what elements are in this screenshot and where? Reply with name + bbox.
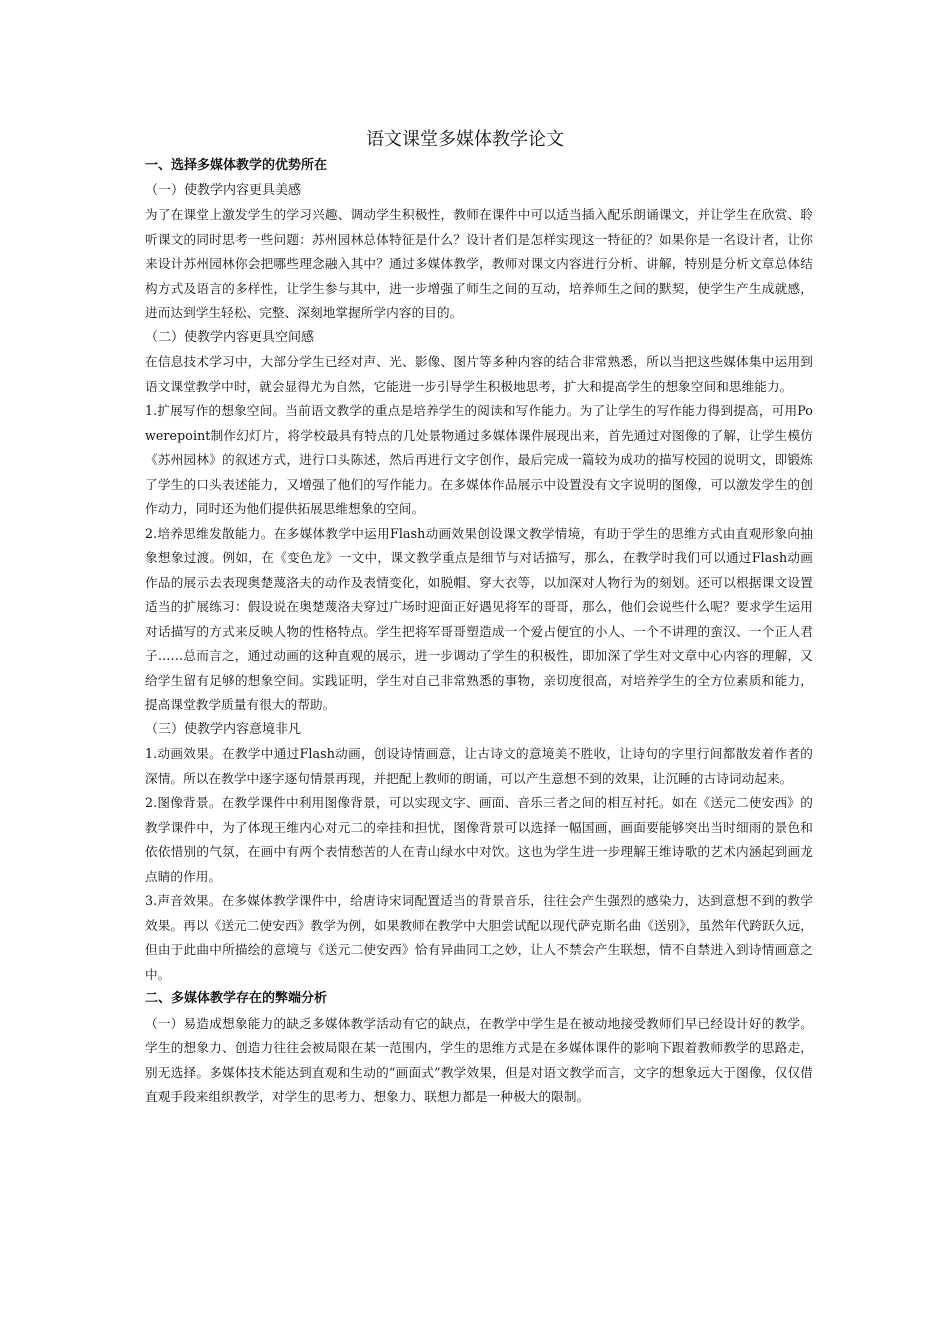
paragraph: 3.声音效果。在多媒体教学课件中，给唐诗宋词配置适当的背景音乐，往往会产生强烈的感染力，达到意想不到的教学效果。再以《送元二使安西》教学为例，如果教师在教学中大胆尝试配以现代萨克斯名曲《送别》，虽然年代跨跃久远，但由于此曲中所描绘的意境与《送元二使安西》恰有异曲同工之妙，让人不禁会产生联想，情不自禁进入到诗情画意之中。	[145, 893, 813, 982]
subsection-3-heading: （三）使教学内容意境非凡	[145, 721, 302, 737]
subsection-1-heading: （一）使教学内容更具美感	[145, 182, 302, 198]
paragraph: 1.动画效果。在教学中通过Flash动画，创设诗情画意，让古诗文的意境美不胜收，让诗句的字里行间都散发着作者的深情。所以在教学中逐字逐句情景再现，并把配上教师的朗诵，可以产生意想不到的效果，让沉睡的古诗词动起来。	[145, 746, 813, 786]
paragraph: 1.扩展写作的想象空间。当前语文教学的重点是培养学生的阅读和写作能力。为了让学生的写作能力得到提高，可用Powerepoint制作幻灯片，将学校最具有特点的几处景物通过多媒体课件展现出来，首先通过对图像的了解，让学生模仿《苏州园林》的叙述方式，进行口头陈述，然后再进行文字创作，最后完成一篇较为成功的描写校园的说明文，即锻炼了学生的口头表述能力，又增强了他们的写作能力。在多媒体作品展示中设置没有文字说明的图像，可以激发学生的创作动力，同时还为他们提供拓展思维想象的空间。	[145, 403, 813, 516]
section-2-heading: 二、多媒体教学存在的弊端分析	[145, 991, 328, 1006]
paragraph: 在信息技术学习中，大部分学生已经对声、光、影像、图片等多种内容的结合非常熟悉，所以当把这些媒体集中运用到语文课堂教学中时，就会显得尤为自然，它能进一步引导学生积极地思考，扩大和提高学生的想象空间和思维能力。	[145, 354, 813, 394]
paragraph: 为了在课堂上激发学生的学习兴趣、调动学生积极性，教师在课件中可以适当插入配乐朗诵课文，并让学生在欣赏、聆听课文的同时思考一些问题：苏州园林总体特征是什么？设计者们是怎样实现这一特征的？如果你是一名设计者，让你来设计苏州园林你会把哪些理念融入其中？通过多媒体教学，教师对课文内容进行分析、讲解，特别是分析文章总体结构方式及语言的多样性，让学生参与其中，进一步增强了师生之间的互动，培养师生之间的默契，使学生产生成就感，进而达到学生轻松、完整、深刻地掌握所学内容的目的。	[145, 207, 813, 320]
document-title: 语文课堂多媒体教学论文	[366, 129, 564, 150]
paragraph: 2.培养思维发散能力。在多媒体教学中运用Flash动画效果创设课文教学情境，有助于学生的思维方式由直观形象向抽象想象过渡。例如，在《变色龙》一文中，课文教学重点是细节与对话描写，那么，在教学时我们可以通过Flash动画作品的展示去表现奥楚蔑洛夫的动作及表情变化，如脱帽、穿大衣等，以加深对人物行为的刻划。还可以根据课文设置适当的扩展练习：假设说在奥楚蔑洛夫穿过广场时迎面正好遇见将军的哥哥，那么，他们会说些什么呢？要求学生运用对话描写的方式来反映人物的性格特点。学生把将军哥哥塑造成一个爱占便宜的小人、一个不讲理的蛮汉、一个正人君子……总而言之，通过动画的这种直观的展示，进一步调动了学生的积极性，即加深了学生对文章中心内容的理解，又给学生留有足够的想象空间。实践证明，学生对自己非常熟悉的事物，亲切度很高，对培养学生的全方位素质和能力，提高课堂教学质量有很大的帮助。	[145, 525, 813, 712]
paragraph: 2.图像背景。在教学课件中利用图像背景，可以实现文字、画面、音乐三者之间的相互衬托。如在《送元二使安西》的教学课件中，为了体现王维内心对元二的牵挂和担忧，图像背景可以选择一幅国画，画面要能够突出当时细雨的景色和依依惜别的气氛，在画中有两个表情愁苦的人在青山绿水中对饮。这也为学生进一步理解王维诗歌的艺术内涵起到画龙点睛的作用。	[145, 795, 813, 884]
document-page	[145, 128, 813, 1110]
paragraph: （一）易造成想象能力的缺乏多媒体教学活动有它的缺点，在教学中学生是在被动地接受教师们早已经设计好的教学。学生的想象力、创造力往往会被局限在某一范围内，学生的思维方式是在多媒体课件的影响下跟着教师教学的思路走，别无选择。多媒体技术能达到直观和生动的“画面式”教学效果，但是对语文教学而言，文字的想象远大于图像，仅仅借直观手段来组织教学，对学生的思考力、想象力、联想力都是一种极大的限制。	[145, 1015, 813, 1104]
section-1-heading: 一、选择多媒体教学的优势所在	[145, 158, 328, 173]
subsection-2-heading: （二）使教学内容更具空间感	[145, 329, 315, 345]
